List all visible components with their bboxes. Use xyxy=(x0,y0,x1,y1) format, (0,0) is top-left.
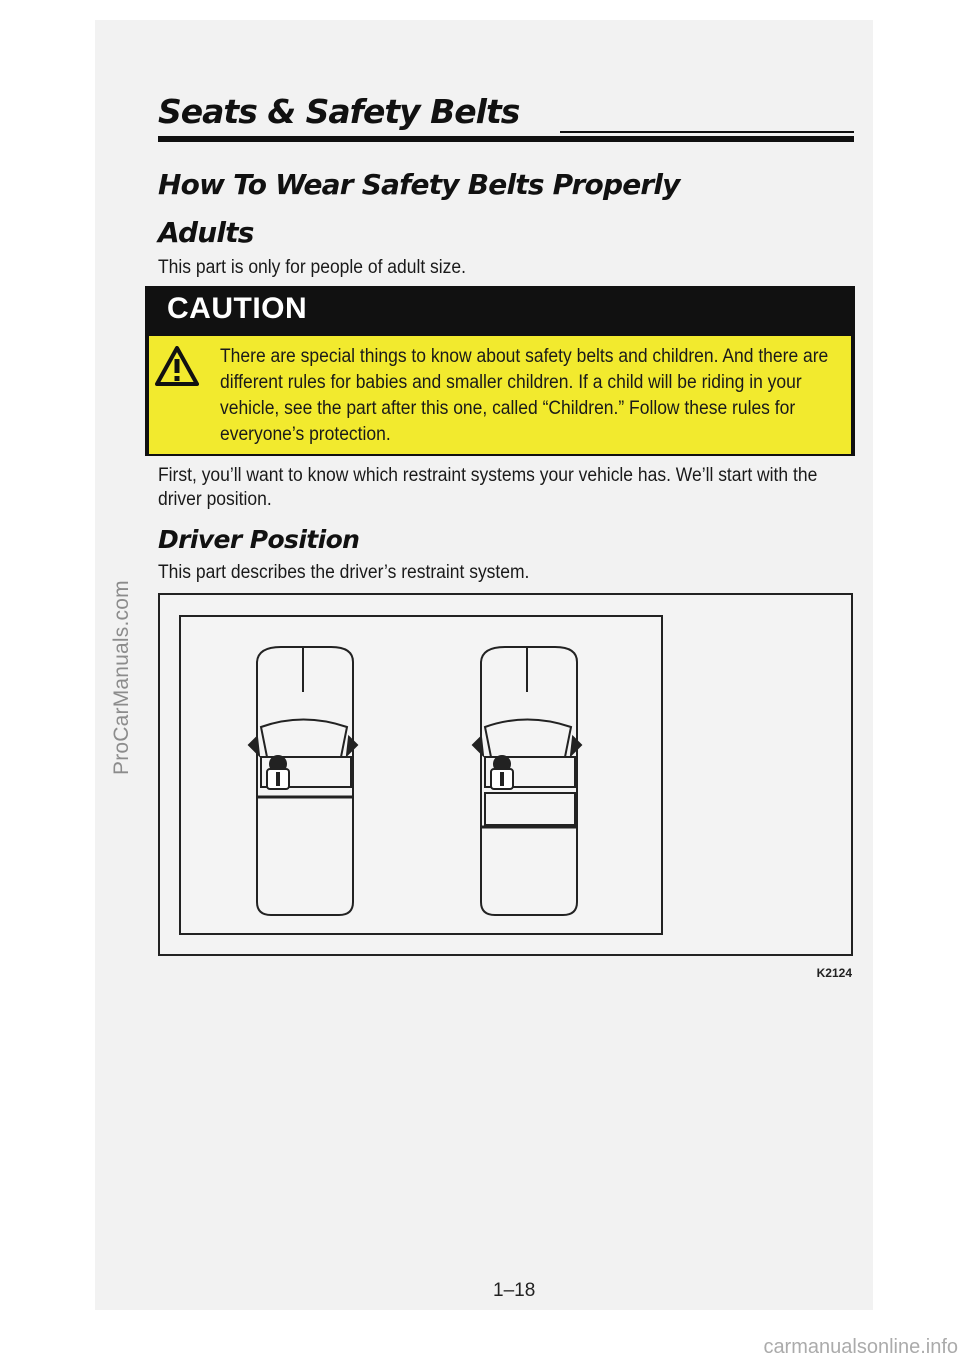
caution-box xyxy=(145,286,855,456)
vehicle-diagram xyxy=(181,617,661,933)
subheading-adults: Adults xyxy=(158,216,254,249)
vehicle-outline-right xyxy=(473,647,581,915)
page-number: 1–18 xyxy=(493,1280,536,1301)
section-header: Seats & Safety Belts xyxy=(158,92,520,131)
restraint-intro-text: First, you’ll want to know which restraint systems your vehicle has. We’ll start with the driver position. xyxy=(158,465,818,510)
figure-inner-frame xyxy=(179,615,663,935)
figure-code: K2124 xyxy=(816,966,852,980)
driver-seat-left xyxy=(267,755,289,789)
adults-intro-text: This part is only for people of adult size. xyxy=(158,257,467,278)
header-rule-thin xyxy=(560,131,854,133)
caution-title-bar xyxy=(149,286,851,336)
vehicle-outline-left xyxy=(249,647,357,915)
page-heading: How To Wear Safety Belts Properly xyxy=(158,168,680,201)
header-rule-thick xyxy=(158,136,854,142)
caution-title: CAUTION xyxy=(167,292,308,325)
caution-text: There are special things to know about safety belts and children. And there are different rules for babies and smaller children. If a child will be riding in your vehicle, see the part after this one, called “Children.” Follow these rules for everyone’s protection. xyxy=(220,346,829,445)
figure-frame xyxy=(158,593,853,956)
warning-triangle-icon xyxy=(155,346,199,386)
driver-intro-text: This part describes the driver’s restraint system. xyxy=(158,562,530,583)
side-watermark: ProCarManuals.com xyxy=(110,580,133,775)
subheading-driver-position: Driver Position xyxy=(158,525,360,554)
driver-seat-right xyxy=(491,755,513,789)
bottom-watermark: carmanualsonline.info xyxy=(763,1336,958,1358)
